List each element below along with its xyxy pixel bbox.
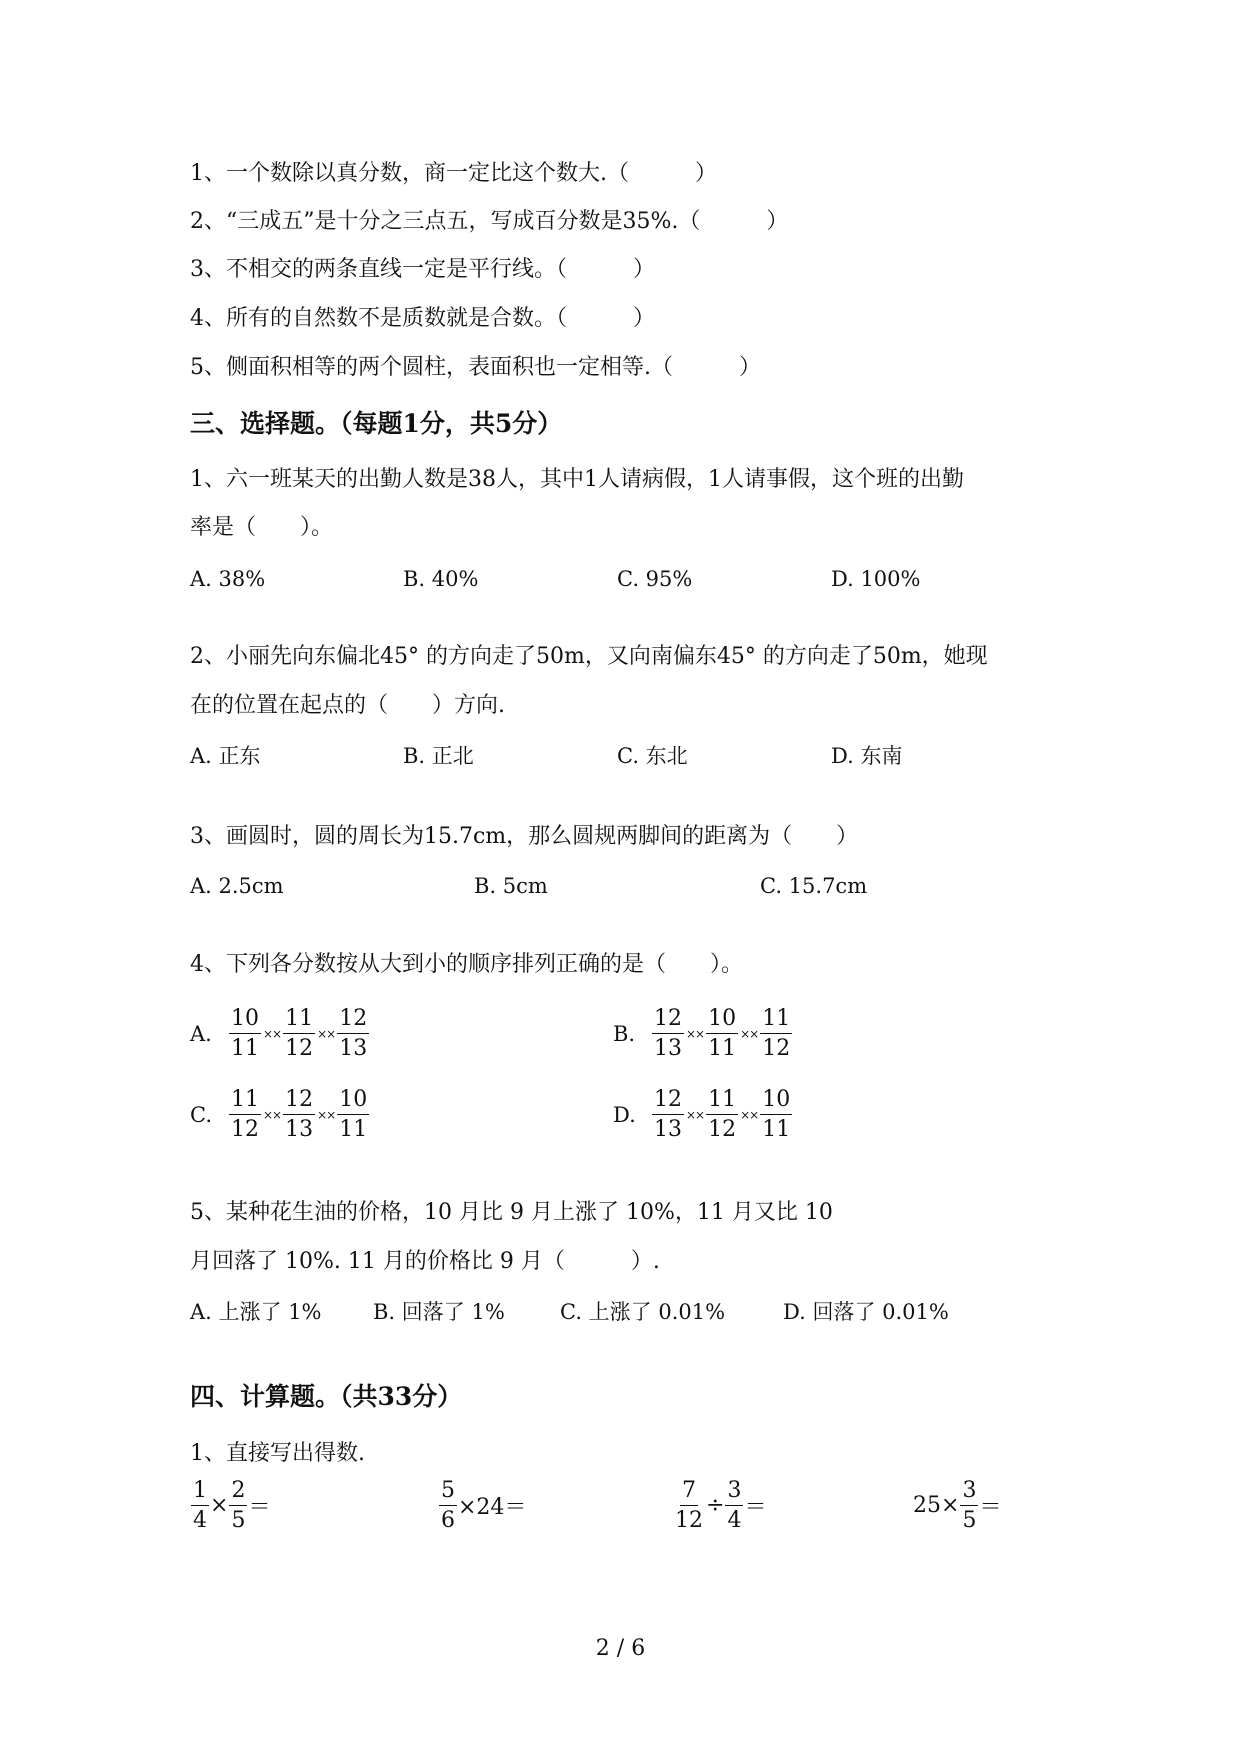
section-title-choice: 三、选择题。（每题1分，共5分） bbox=[190, 409, 563, 438]
q4-option-d-label: D. bbox=[613, 1102, 636, 1127]
calc-item-3 bbox=[672, 1478, 766, 1534]
judge-item-3: 3、不相交的两条直线一定是平行线。（ ） bbox=[190, 257, 655, 282]
separator-mark: ×× bbox=[686, 1026, 705, 1041]
separator-mark: ×× bbox=[740, 1107, 759, 1122]
fraction: $\frac{5}{6}$ bbox=[441, 1478, 455, 1534]
calc-item-1 bbox=[190, 1478, 270, 1534]
q4-option-c bbox=[190, 1087, 370, 1143]
q1-option-a: A. 38% bbox=[190, 567, 266, 591]
fraction: $\frac{10}{11}$ bbox=[339, 1087, 368, 1143]
q1-option-d: D. 100% bbox=[831, 567, 921, 591]
fraction: $\frac{12}{13}$ bbox=[654, 1087, 682, 1143]
fraction: $\frac{12}{13}$ bbox=[339, 1006, 368, 1062]
fraction: $\frac{10}{11}$ bbox=[231, 1006, 259, 1062]
fraction: $\frac{11}{12}$ bbox=[762, 1006, 791, 1062]
page-number: 2 / 6 bbox=[595, 1636, 646, 1661]
q5-option-d: D. 回落了 0.01% bbox=[783, 1300, 949, 1324]
fraction: $\frac{11}{12}$ bbox=[231, 1087, 259, 1143]
separator-mark: ×× bbox=[317, 1107, 336, 1122]
fraction: $\frac{12}{13}$ bbox=[285, 1087, 314, 1143]
judge-item-2: 2、“三成五”是十分之三点五，写成百分数是35%.（ ） bbox=[190, 209, 789, 234]
operator: × bbox=[210, 1493, 229, 1519]
separator-mark: ×× bbox=[686, 1107, 705, 1122]
fraction: $\frac{11}{12}$ bbox=[285, 1006, 314, 1062]
q5-text-line1: 5、某种花生油的价格，10 月比 9 月上涨了 10%，11 月又比 10 bbox=[190, 1200, 833, 1225]
q2-option-a: A. 正东 bbox=[190, 744, 261, 768]
separator-mark: ×× bbox=[263, 1107, 282, 1122]
q4-option-a bbox=[190, 1006, 370, 1062]
q1-text-line2: 率是（ ）。 bbox=[190, 515, 334, 540]
q3-option-b: B. 5cm bbox=[474, 874, 548, 898]
q1-text-line1: 1、六一班某天的出勤人数是38人，其中1人请病假，1人请事假，这个班的出勤 bbox=[190, 467, 964, 492]
fraction: $\frac{2}{5}$ bbox=[231, 1478, 246, 1534]
judge-item-5: 5、侧面积相等的两个圆柱，表面积也一定相等.（ ） bbox=[190, 355, 761, 380]
separator-mark: ×× bbox=[740, 1026, 759, 1041]
q2-option-d: D. 东南 bbox=[831, 744, 903, 768]
q5-option-b: B. 回落了 1% bbox=[373, 1300, 505, 1324]
q2-option-b: B. 正北 bbox=[403, 744, 474, 768]
q4-option-b bbox=[613, 1006, 793, 1062]
judge-item-4: 4、所有的自然数不是质数就是合数。（ ） bbox=[190, 306, 655, 331]
fraction: $\frac{7}{12}$ bbox=[675, 1478, 703, 1534]
q5-option-c: C. 上涨了 0.01% bbox=[560, 1300, 726, 1324]
q4-text: 4、下列各分数按从大到小的顺序排列正确的是（ ）。 bbox=[190, 952, 743, 977]
q1-option-c: C. 95% bbox=[617, 567, 693, 591]
q4-option-a-label: A. bbox=[190, 1021, 212, 1046]
expression-rest: ×24＝ bbox=[458, 1495, 527, 1521]
q1-option-b: B. 40% bbox=[403, 567, 479, 591]
q2-text-line2: 在的位置在起点的（ ）方向. bbox=[190, 693, 505, 718]
separator-mark: ×× bbox=[263, 1026, 282, 1041]
q3-text: 3、画圆时，圆的周长为15.7cm，那么圆规两脚间的距离为（ ） bbox=[190, 824, 859, 849]
fraction: $\frac{10}{11}$ bbox=[762, 1087, 791, 1143]
fraction: $\frac{3}{4}$ bbox=[727, 1478, 742, 1534]
equals-sign: ＝ bbox=[979, 1495, 1002, 1521]
q4-option-d bbox=[613, 1087, 793, 1143]
q5-text-line2: 月回落了 10%. 11 月的价格比 9 月（ ）. bbox=[190, 1249, 660, 1274]
separator-mark: ×× bbox=[317, 1026, 336, 1041]
operator: ÷ bbox=[706, 1493, 725, 1519]
fraction: $\frac{11}{12}$ bbox=[708, 1087, 737, 1143]
fraction: $\frac{3}{5}$ bbox=[962, 1478, 977, 1534]
q3-option-c: C. 15.7cm bbox=[760, 874, 868, 898]
fraction: $\frac{10}{11}$ bbox=[708, 1006, 737, 1062]
q5-option-a: A. 上涨了 1% bbox=[190, 1300, 322, 1324]
section-title-calc: 四、计算题。（共33分） bbox=[190, 1382, 463, 1411]
calc-intro: 1、直接写出得数. bbox=[190, 1441, 365, 1466]
q2-text-line1: 2、小丽先向东偏北45° 的方向走了50m，又向南偏东45° 的方向走了50m，她现 bbox=[190, 644, 988, 669]
q3-option-a: A. 2.5cm bbox=[190, 874, 284, 898]
expression-prefix: 25× bbox=[913, 1493, 960, 1519]
equals-sign: ＝ bbox=[744, 1495, 767, 1521]
judge-item-1: 1、一个数除以真分数，商一定比这个数大.（ ） bbox=[190, 161, 717, 186]
equals-sign: ＝ bbox=[248, 1495, 271, 1521]
q4-option-b-label: B. bbox=[613, 1021, 636, 1046]
fraction: $\frac{12}{13}$ bbox=[654, 1006, 682, 1062]
q4-option-c-label: C. bbox=[190, 1102, 212, 1127]
calc-item-2 bbox=[438, 1478, 526, 1534]
fraction: $\frac{1}{4}$ bbox=[193, 1478, 207, 1534]
calc-item-4 bbox=[913, 1478, 1001, 1534]
q2-option-c: C. 东北 bbox=[617, 744, 688, 768]
